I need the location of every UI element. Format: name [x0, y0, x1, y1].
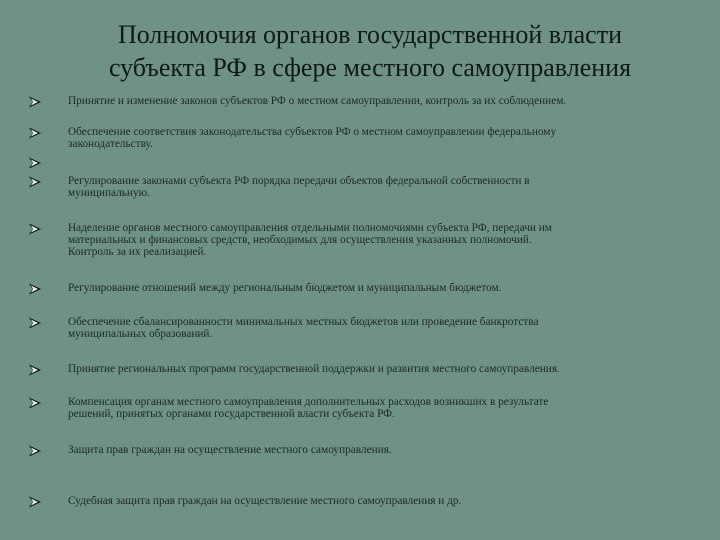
- bullet-item: [28, 444, 698, 457]
- bullet-text: [68, 222, 552, 258]
- bullet-item: [28, 175, 698, 199]
- bullet-text-line: решений, принятых органами государственной власти субъекта РФ.: [68, 408, 395, 420]
- arrow-bullet-icon: [28, 96, 42, 108]
- bullet-text: [68, 95, 566, 107]
- bullet-item: [28, 316, 698, 340]
- bullet-text-line: Защита прав граждан на осуществление местного самоуправления.: [68, 444, 392, 456]
- slide-title-line-1: Полномочия органов государственной власти: [117, 20, 623, 49]
- bullet-item: [28, 495, 698, 508]
- arrow-bullet-icon: [28, 223, 42, 235]
- arrow-bullet-icon: [28, 127, 42, 139]
- bullet-text-line: Судебная защита прав граждан на осуществление местного самоуправления и др.: [68, 495, 462, 507]
- bullet-text-line: Компенсация органам местного самоуправления дополнительных расходов возникших в результате: [68, 396, 549, 408]
- bullet-item: [28, 126, 698, 150]
- bullet-item: [28, 363, 698, 376]
- bullet-text-line: законодательству.: [68, 138, 153, 150]
- bullet-text: [68, 444, 392, 456]
- bullet-text-line: материальных и финансовых средств, необходимых для осуществления указанных полномочий.: [68, 234, 532, 246]
- arrow-bullet-icon: [28, 157, 42, 169]
- bullet-text: [68, 495, 461, 507]
- bullet-text: [68, 363, 560, 375]
- bullet-text-line: Принятие региональных программ государственной поддержки и развития местного самоуправления.: [68, 363, 560, 375]
- arrow-bullet-icon: [28, 445, 42, 457]
- bullet-item-empty: [28, 156, 698, 169]
- bullet-text-line: Контроль за их реализацией.: [68, 246, 207, 258]
- arrow-bullet-icon: [28, 364, 42, 376]
- arrow-bullet-icon: [28, 397, 42, 409]
- bullet-item: [28, 222, 698, 258]
- arrow-bullet-icon: [28, 283, 42, 295]
- arrow-bullet-icon: [28, 496, 42, 508]
- bullet-text: [68, 282, 501, 294]
- bullet-item: [28, 396, 698, 420]
- bullet-text-line: Регулирование законами субъекта РФ порядка передачи объектов федеральной собственности в: [68, 175, 530, 187]
- bullet-text-line: муниципальную.: [68, 187, 150, 199]
- arrow-bullet-icon: [28, 317, 42, 329]
- bullet-text-line: Принятие и изменение законов субъектов РФ о местном самоуправлении, контроль за их соблюдением.: [68, 95, 567, 107]
- bullet-text: [68, 126, 556, 150]
- bullet-item: [28, 282, 698, 295]
- slide-title-line-2: субъекта РФ в сфере местного самоуправления: [108, 53, 632, 82]
- bullet-text-line: Регулирование отношений между региональным бюджетом и муниципальным бюджетом.: [68, 282, 502, 294]
- bullet-text: [68, 175, 530, 199]
- bullet-item: [28, 95, 698, 108]
- bullet-text-line: Обеспечение соответствия законодательства субъектов РФ о местном самоуправлении федеральному: [68, 126, 557, 138]
- bullet-text: [68, 316, 538, 340]
- bullet-text: [68, 396, 548, 420]
- bullet-text-line: муниципальных образований.: [68, 328, 213, 340]
- bullet-text-line: Наделение органов местного самоуправления отдельными полномочиями субъекта РФ, передачи им: [68, 222, 552, 234]
- bullet-text-line: Обеспечение сбалансированности минимальных местных бюджетов или проведение банкротства: [68, 316, 539, 328]
- arrow-bullet-icon: [28, 176, 42, 188]
